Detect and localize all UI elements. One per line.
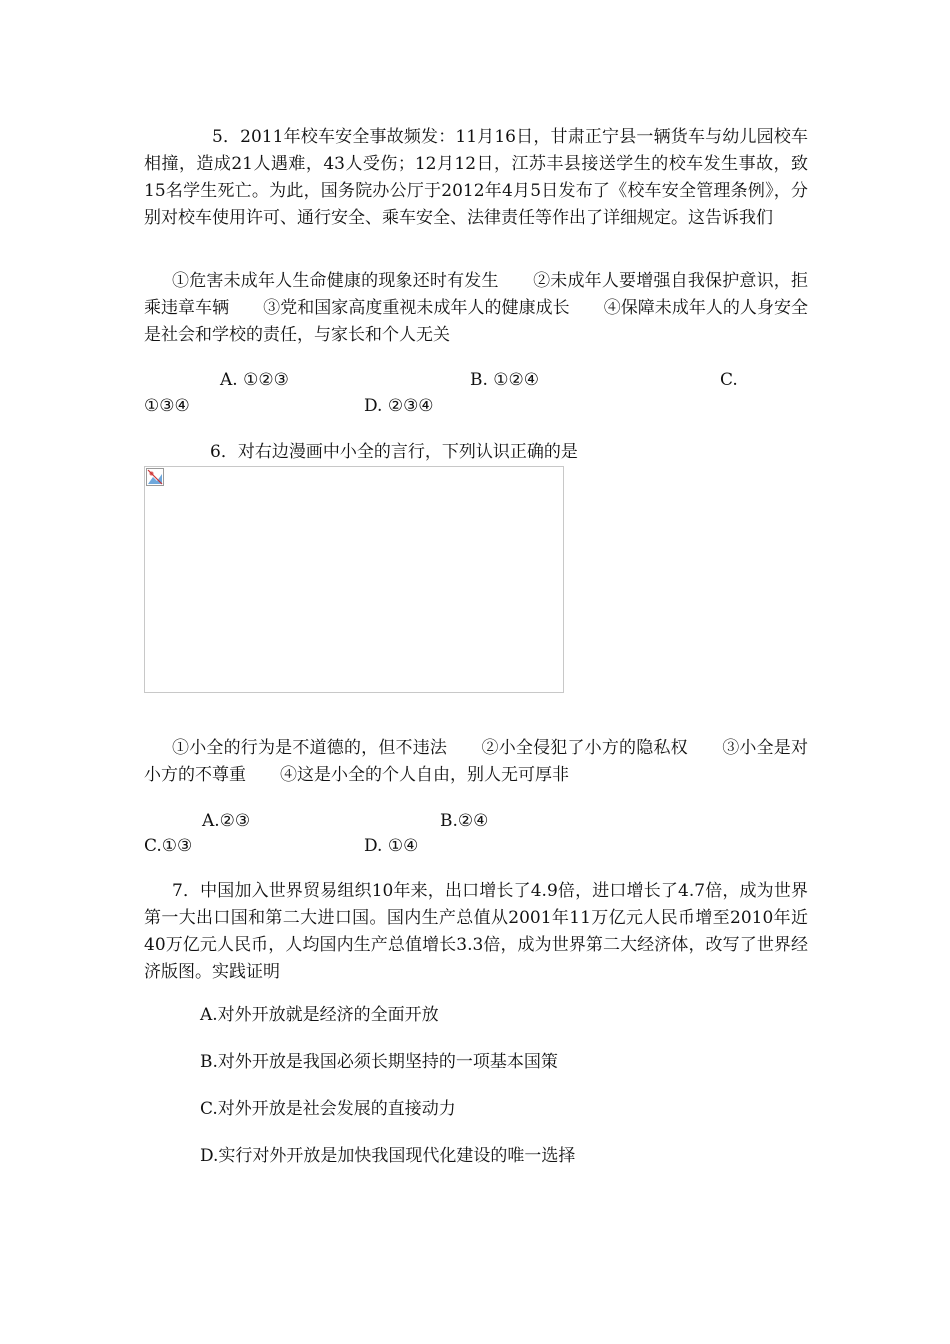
q6-option-d: D. ①④ [364, 836, 419, 856]
q5-option-d: D. ②③④ [364, 396, 434, 416]
q5-stem: 5．2011年校车安全事故频发：11月16日，甘肃正宁县一辆货车与幼儿园校车相撞，造成21人遇难，43人受伤；12月12日，江苏丰县接送学生的校车发生事故，致15名学生死亡。为此，国务院办公厅于2012年4月5日发布了《校车安全管理条例》，分别对校车使用许可、通行安全、乘车安全、法律责任等作出了详细规定。这告诉我们 [144, 127, 808, 228]
q5-option-c-value: ①③④ [144, 396, 190, 416]
q5-option-b: B. ①②④ [470, 370, 540, 390]
q5-option-a: A. ①②③ [220, 370, 289, 390]
broken-image-icon [146, 468, 164, 486]
q6-option-a: A.②③ [202, 811, 251, 831]
q5-option-c-label: C. [720, 370, 738, 390]
cartoon-image-placeholder [144, 466, 564, 693]
q7-option-b: B.对外开放是我国必须长期坚持的一项基本国策 [200, 1052, 558, 1072]
q6-statements: ①小全的行为是不道德的，但不违法 ②小全侵犯了小方的隐私权 ③小全是对小方的不尊重 ④这是小全的个人自由，别人无可厚非 [144, 738, 808, 785]
q5-statements: ①危害未成年人生命健康的现象还时有发生 ②未成年人要增强自我保护意识，拒乘违章车辆 ③党和国家高度重视未成年人的健康成长 ④保障未成年人的人身安全是社会和学校的责任，与家长和个人无关 [144, 271, 808, 345]
q7-stem: 7．中国加入世界贸易组织10年来，出口增长了4.9倍，进口增长了4.7倍，成为世界第一大出口国和第二大进口国。国内生产总值从2001年11万亿元人民币增至2010年近40万亿元人民币，人均国内生产总值增长3.3倍，成为世界第二大经济体，改写了世界经济版图。实践证明 [144, 881, 808, 982]
q6-option-b: B.②④ [440, 811, 489, 831]
q7-option-d: D.实行对外开放是加快我国现代化建设的唯一选择 [200, 1146, 576, 1166]
q6-stem: 6．对右边漫画中小全的言行，下列认识正确的是 [210, 442, 578, 462]
q6-option-c: C.①③ [144, 836, 193, 856]
q7-option-c: C.对外开放是社会发展的直接动力 [200, 1099, 456, 1119]
q7-option-a: A.对外开放就是经济的全面开放 [200, 1005, 439, 1025]
